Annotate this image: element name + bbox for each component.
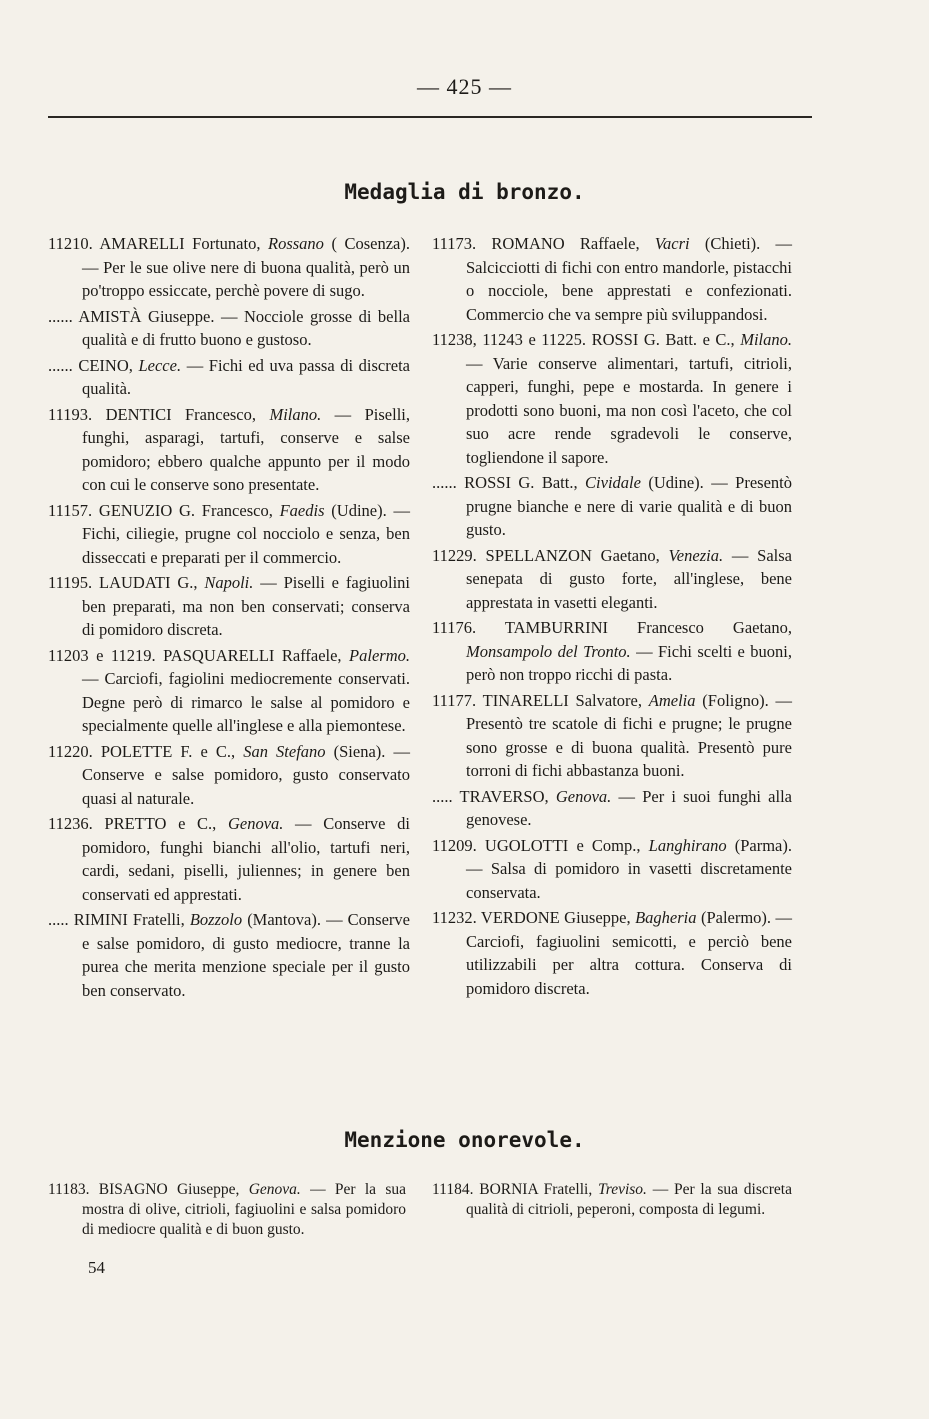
entry-description: (Chieti). — Salcicciotti di fichi con entro mandorle, pistacchi o nocciole, bene apprestati e confezionati. Commercio che va sempre più sviluppandosi. bbox=[466, 234, 792, 324]
entry-place: Bozzolo bbox=[189, 910, 243, 929]
entry-description: — Fichi ed uva passa di discreta qualità. bbox=[82, 355, 410, 398]
entry-place: Treviso. bbox=[597, 1181, 647, 1198]
catalog-entry bbox=[432, 906, 792, 1000]
catalog-entry bbox=[48, 499, 410, 570]
section-title-menzione: Menzione onorevole. bbox=[344, 1128, 585, 1152]
catalog-entry bbox=[48, 1180, 406, 1240]
catalog-entry bbox=[432, 232, 792, 326]
section-title-bronze: Medaglia di bronzo. bbox=[344, 180, 585, 204]
entry-exhibitor: 11232. VERDONE Giuseppe, bbox=[432, 908, 636, 927]
left-column bbox=[48, 232, 410, 1004]
entry-exhibitor: 11236. PRETTO e C., bbox=[48, 814, 228, 833]
entry-place: Cividale bbox=[585, 473, 641, 492]
entry-description: — Piselli, funghi, asparagi, tartufi, conserve e salse pomidoro; ebbero qualche appunto per il modo con cui le conserve sono presentate. bbox=[82, 404, 410, 494]
entry-description: (Udine). — Presentò prugne bianche e nere di varie qualità e di buon gusto. bbox=[466, 473, 792, 539]
entry-description: — Varie conserve alimentari, tartufi, citrioli, capperi, funghi, pepe e mostarda. In genere i prodotti sono buoni, ma non così l'aceto, che col suo acre rende sgradevoli le conserve, togliendone il sapore. bbox=[466, 353, 792, 467]
catalog-entry bbox=[432, 616, 792, 687]
entry-place: San Stefano bbox=[243, 741, 326, 761]
entry-exhibitor: 11184. BORNIA Fratelli, bbox=[432, 1181, 598, 1198]
entry-place: Lecce. bbox=[138, 355, 182, 375]
entry-exhibitor: 11193. DENTICI Francesco, bbox=[48, 404, 270, 424]
catalog-entry bbox=[48, 571, 410, 642]
entry-exhibitor: ...... ROSSI G. Batt., bbox=[432, 473, 586, 492]
page-number: — 425 — bbox=[417, 74, 512, 99]
catalog-entry bbox=[432, 544, 792, 615]
entry-exhibitor: 11238, 11243 e 11225. ROSSI G. Batt. e C., bbox=[432, 330, 741, 349]
entry-exhibitor: ...... AMISTÀ Giuseppe. bbox=[48, 306, 221, 326]
entry-exhibitor: 11157. GENUZIO G. Francesco, bbox=[48, 500, 280, 520]
catalog-entry bbox=[48, 644, 410, 738]
catalog-entry bbox=[432, 328, 792, 469]
catalog-entry bbox=[48, 232, 410, 303]
entry-description: — Fichi scelti e buoni, però non troppo ricchi di pasta. bbox=[466, 641, 793, 684]
entry-description: — Carciofi, fagiolini mediocremente conservati. Degne però di rimarco le salse al pomidoro e specialmente quelle all'inglese e alla piemontese. bbox=[82, 669, 410, 735]
menzione-right-column bbox=[432, 1180, 792, 1222]
entry-place: Amelia bbox=[648, 690, 696, 710]
entry-description: ( Cosenza). — Per le sue olive nere di buona qualità, però un po'troppo essiccate, perchè povere di sugo. bbox=[82, 234, 410, 300]
catalog-entry bbox=[48, 812, 410, 906]
entry-exhibitor: 11173. ROMANO Raffaele, bbox=[432, 234, 655, 253]
entry-place: Rossano bbox=[267, 234, 324, 253]
entry-place: Monsampolo del Tronto. bbox=[466, 641, 631, 661]
menzione-left-column bbox=[48, 1180, 406, 1242]
entry-description: (Foligno). — Presentò tre scatole di fichi e prugne; le prugne sono grosse e di buona qualità. Presentò pure torroni di fichi abbastanza buoni. bbox=[466, 690, 792, 780]
entry-place: Venezia. bbox=[668, 545, 724, 565]
entry-exhibitor: 11210. AMARELLI Fortunato, bbox=[48, 234, 268, 253]
entry-description: — Salsa senepata di gusto forte, all'inglese, bene apprestata in vasetti eleganti. bbox=[466, 545, 792, 612]
entry-description: (Parma). — Salsa di pomidoro in vasetti discretamente conservata. bbox=[466, 835, 792, 902]
entry-place: Bagheria bbox=[635, 908, 697, 927]
entry-place: Langhirano bbox=[648, 835, 727, 855]
entry-description: (Palermo). — Carciofi, fagiuolini semicotti, e perciò bene utilizzabili per altra cottura. Conserva di pomidoro discreta. bbox=[466, 908, 792, 998]
catalog-entry bbox=[48, 305, 410, 352]
entry-description: — Nocciole grosse di bella qualità e di frutto buono e gustoso. bbox=[82, 306, 410, 349]
entry-place: Vacri bbox=[654, 234, 690, 253]
entry-exhibitor: 11229. SPELLANZON Gaetano, bbox=[432, 545, 669, 565]
header-rule bbox=[48, 116, 812, 118]
entry-place: Genova. bbox=[227, 814, 284, 833]
catalog-entry bbox=[432, 1180, 792, 1220]
entry-description: — Per i suoi funghi alla genovese. bbox=[466, 786, 792, 829]
entry-exhibitor: ..... TRAVERSO, bbox=[432, 786, 556, 806]
entry-description: — Conserve di pomidoro, funghi bianchi all'olio, tartufi neri, cardi, sedani, piselli, juliennes; in genere ben conservati ed apprestati. bbox=[82, 814, 410, 904]
catalog-entry bbox=[432, 471, 792, 542]
catalog-entry bbox=[48, 908, 410, 1002]
entry-place: Faedis bbox=[279, 500, 325, 520]
catalog-entry bbox=[432, 785, 792, 832]
catalog-entry bbox=[432, 834, 792, 905]
entry-description: — Piselli e fagiuolini ben preparati, ma non ben conservati; conserva di pomidoro discreta. bbox=[82, 573, 410, 639]
entry-exhibitor: ..... RIMINI Fratelli, bbox=[48, 910, 190, 929]
entry-exhibitor: 11177. TINARELLI Salvatore, bbox=[432, 690, 649, 710]
entry-place: Palermo. bbox=[349, 645, 410, 665]
entry-exhibitor: 11203 e 11219. PASQUARELLI Raffaele, bbox=[48, 645, 350, 665]
entry-place: Milano. bbox=[740, 330, 792, 349]
entry-place: Genova. bbox=[555, 786, 612, 806]
entry-exhibitor: ...... CEINO, bbox=[48, 355, 139, 375]
signature-mark: 54 bbox=[88, 1258, 105, 1277]
entry-description: — Per la sua discreta qualità di citrioli, peperoni, composta di legumi. bbox=[466, 1181, 792, 1218]
catalog-entry bbox=[48, 403, 410, 497]
right-column bbox=[432, 232, 792, 1002]
entry-description: (Udine). — Fichi, ciliegie, prugne col nocciolo e senza, ben disseccati e preparati per il commercio. bbox=[82, 500, 410, 567]
entry-place: Napoli. bbox=[204, 573, 254, 592]
catalog-entry bbox=[48, 740, 410, 811]
entry-description: — Per la sua mostra di olive, citrioli, fagiuolini e salsa pomidoro di mediocre qualità e di buon gusto. bbox=[82, 1181, 406, 1238]
entry-exhibitor: 11195. LAUDATI G., bbox=[48, 573, 205, 592]
catalog-entry bbox=[432, 689, 792, 783]
entry-exhibitor: 11220. POLETTE F. e C., bbox=[48, 741, 244, 761]
entry-place: Genova. bbox=[248, 1181, 301, 1198]
entry-place: Milano. bbox=[269, 404, 322, 424]
entry-description: (Mantova). — Conserve e salse pomidoro, di gusto mediocre, tranne la purea che merita menzione speciale per il gusto ben conservato. bbox=[82, 910, 410, 1000]
catalog-entry bbox=[48, 354, 410, 401]
entry-exhibitor: 11183. BISAGNO Giuseppe, bbox=[48, 1181, 249, 1198]
entry-exhibitor: 11209. UGOLOTTI e Comp., bbox=[432, 835, 649, 855]
entry-exhibitor: 11176. TAMBURRINI Francesco Gaetano, bbox=[432, 618, 792, 637]
entry-description: (Siena). — Conserve e salse pomidoro, gusto conservato quasi al naturale. bbox=[82, 741, 410, 808]
